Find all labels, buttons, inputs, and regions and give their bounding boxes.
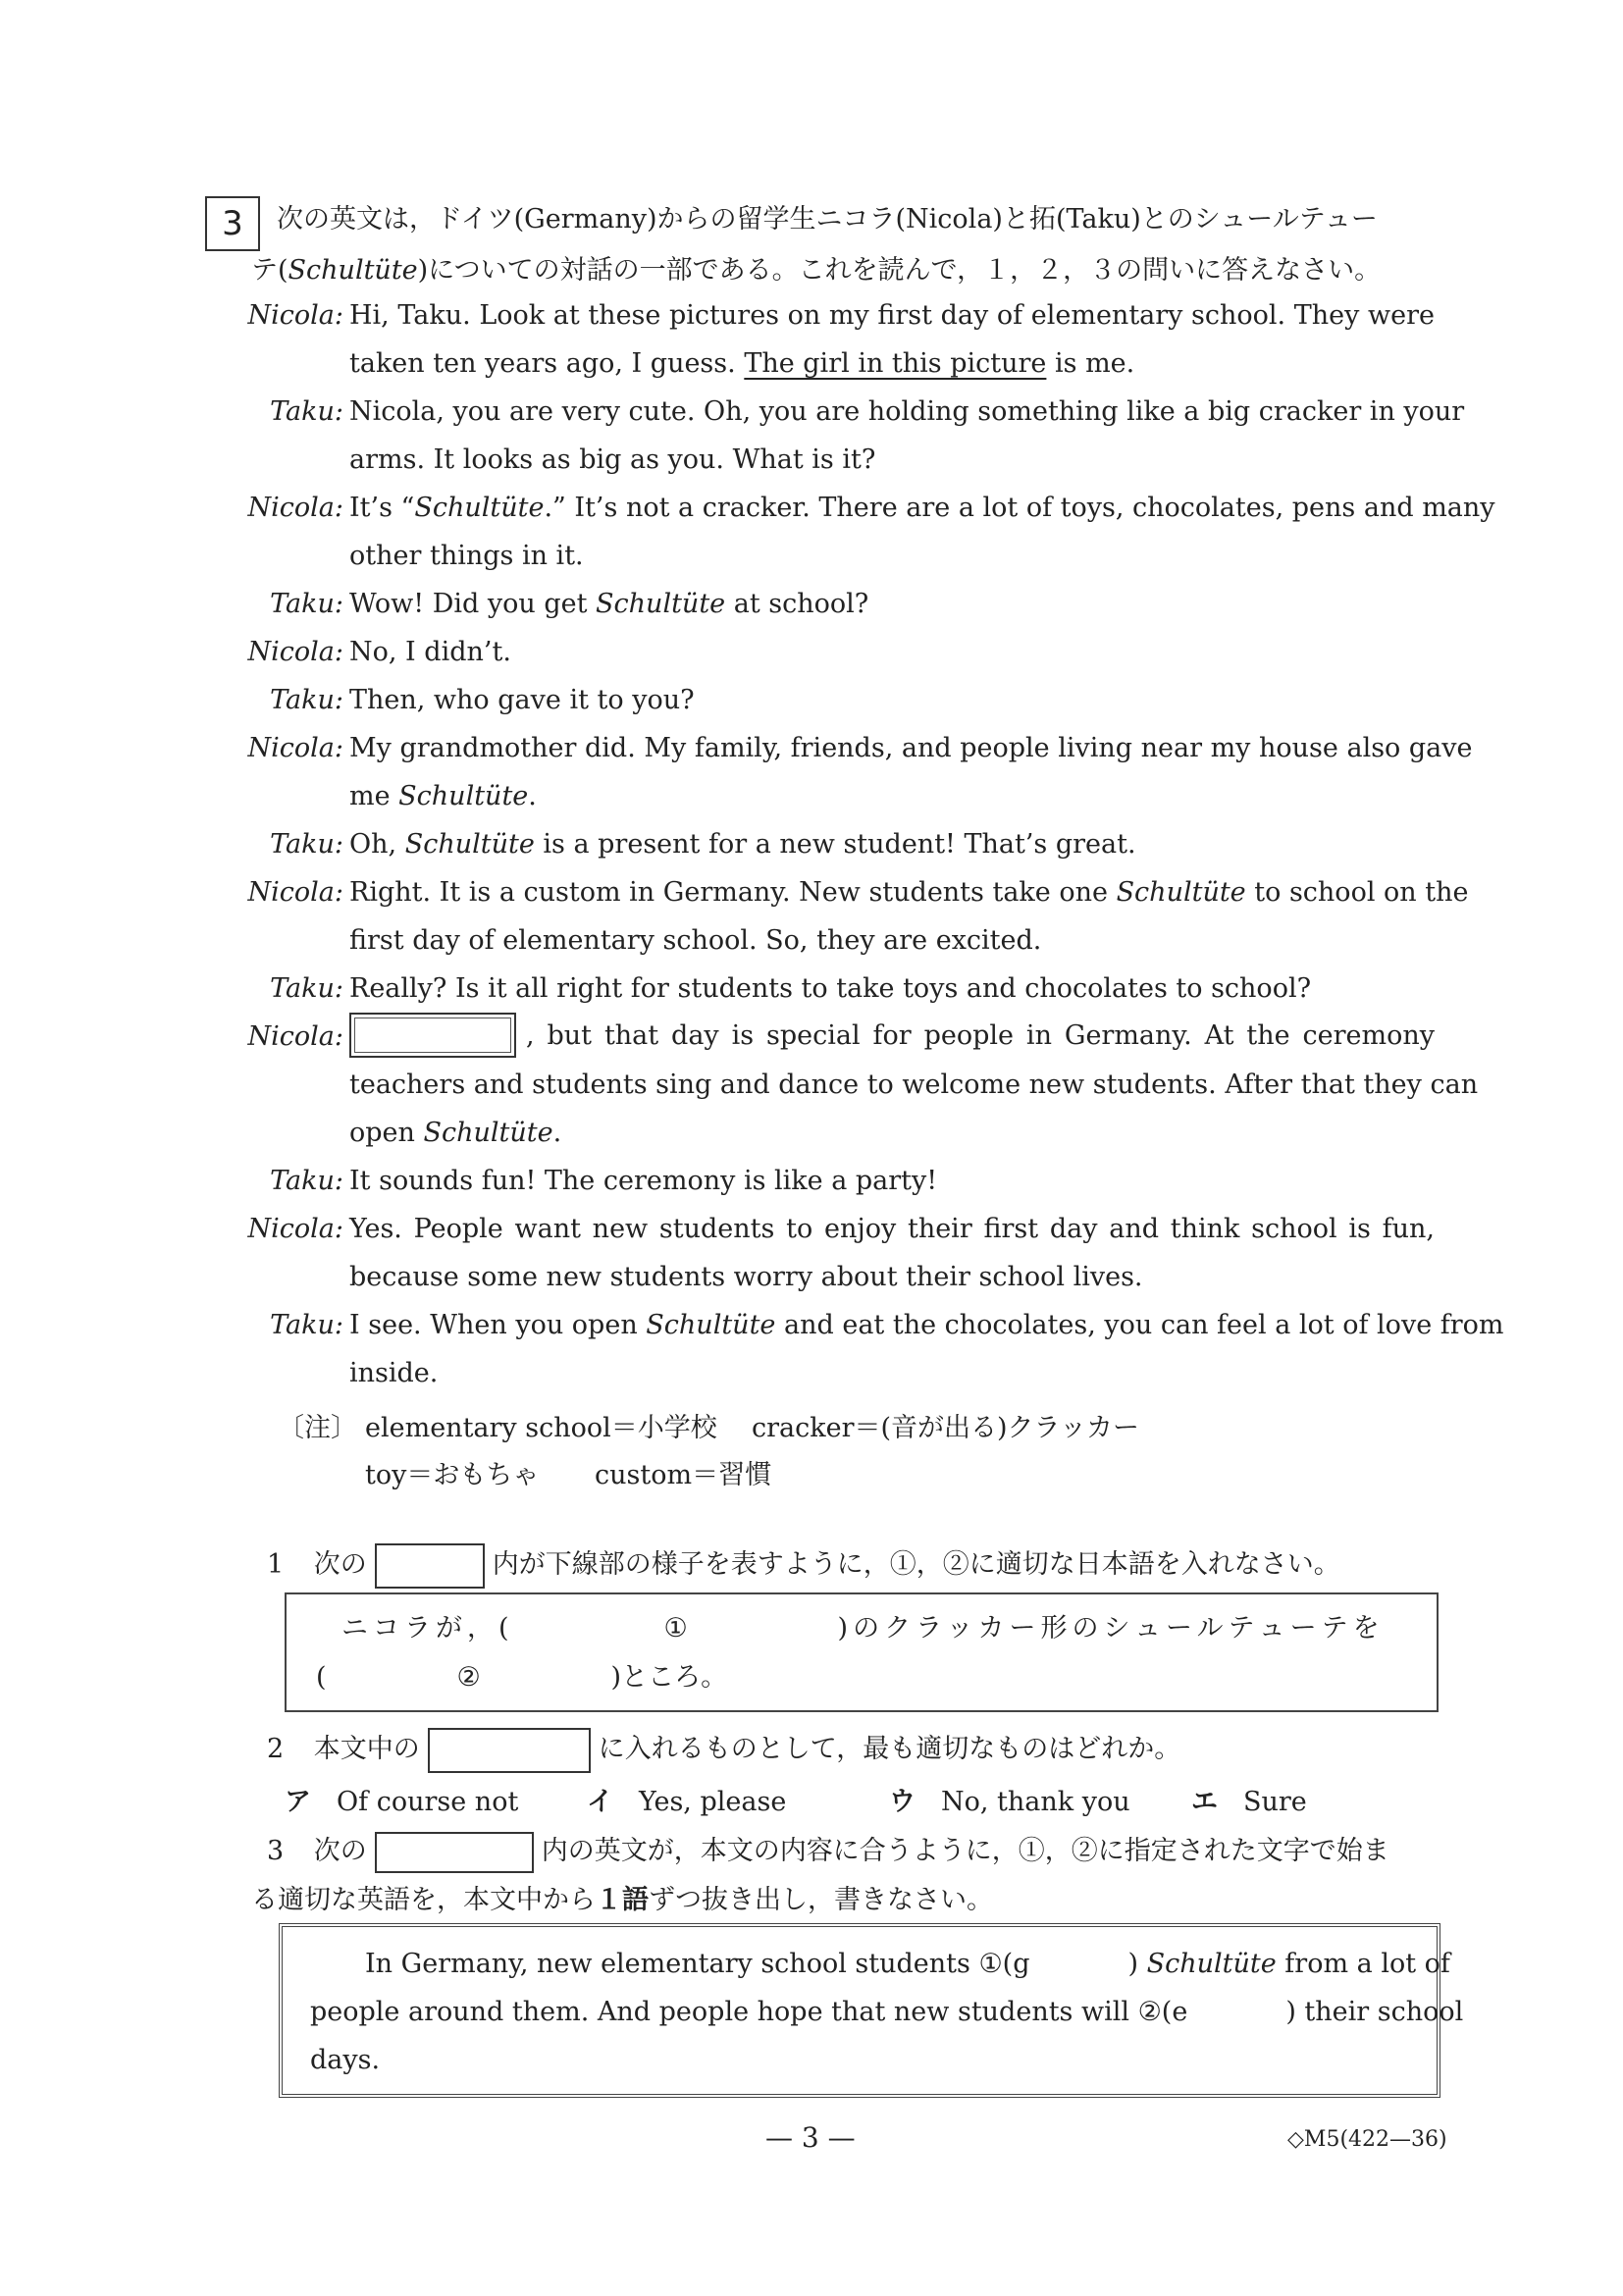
- speaker-label: Nicola:: [247, 300, 343, 331]
- intro-line-1: 次の英文は，ドイツ(Germany)からの留学生ニコラ(Nicola)と拓(Taku)とのシュールテュー: [277, 204, 1378, 235]
- exam-code: ◇M5(422—36): [1287, 2127, 1447, 2152]
- box-line-1: In Germany, new elementary school students ①(g ) Schultüte from a lot of: [365, 1949, 1450, 1979]
- note-item: toy＝おもちゃ: [365, 1460, 540, 1490]
- dialogue-line: Nicola, you are very cute. Oh, you are holding something like a big cracker in your: [349, 396, 1465, 427]
- question-3-text-box: [279, 1923, 1464, 2098]
- dialogue-line: Hi, Taku. Look at these pictures on my first day of elementary school. They were: [349, 300, 1435, 331]
- blank-mark-2: ②: [456, 1662, 481, 1693]
- question-number: 3: [222, 204, 243, 243]
- intro-line-2: テ(Schultüte)についての対話の一部である。これを読んで，１，２，３の問いに答えなさい。: [251, 255, 1382, 286]
- dialogue-line: open Schultüte.: [349, 1118, 562, 1148]
- reference-box-icon: [375, 1543, 485, 1589]
- dialogue-line: teachers and students sing and dance to welcome new students. After that they can: [349, 1070, 1479, 1100]
- dialogue-line: Right. It is a custom in Germany. New students take one Schultüte to school on the: [349, 877, 1469, 908]
- answer-line-2: ( ② )ところ。: [316, 1662, 728, 1693]
- question-3-number: 3: [267, 1836, 285, 1866]
- speaker-label: Taku:: [270, 1310, 343, 1340]
- dialogue-line: My grandmother did. My family, friends, and people living near my house also gave: [349, 733, 1473, 763]
- box-line-2: people around them. And people hope that new students will ②(e ) their school: [310, 1997, 1464, 2027]
- dialogue-line: Wow! Did you get Schultüte at school?: [349, 589, 869, 619]
- question-1-answer-box: [285, 1592, 1439, 1712]
- answer-line-1: ニコラが，( ① )のクラッカー形のシュールテューテを: [341, 1613, 1385, 1644]
- dialogue-line: inside.: [349, 1358, 439, 1388]
- choice-c[interactable]: ウ No, thank you: [889, 1787, 1130, 1817]
- dialogue-line: It sounds fun! The ceremony is like a party!: [349, 1166, 938, 1196]
- dialogue-line: Oh, Schultüte is a present for a new student! That’s great.: [349, 829, 1136, 860]
- dialogue-line: Then, who gave it to you?: [349, 685, 695, 715]
- speaker-label: Taku:: [270, 829, 343, 860]
- question-number-box: [205, 196, 260, 251]
- dialogue-line: Really? Is it all right for students to take toys and chocolates to school?: [349, 973, 1312, 1004]
- dialogue-line: because some new students worry about their school lives.: [349, 1262, 1143, 1292]
- speaker-label: Taku:: [270, 685, 343, 715]
- speaker-label: Nicola:: [247, 1021, 343, 1052]
- choice-d[interactable]: エ Sure: [1191, 1787, 1307, 1817]
- dialogue-line: Yes. People want new students to enjoy their first day and think school is fun,: [349, 1214, 1435, 1244]
- question-3-line-2: る適切な英語を，本文中から１語ずつ抜き出し，書きなさい。: [251, 1885, 993, 1915]
- question-2-number: 2: [267, 1734, 285, 1764]
- question-1-number: 1: [267, 1549, 285, 1580]
- question-1: 1 次の 内が下線部の様子を表すように，①，②に適切な日本語を入れなさい。: [267, 1542, 1340, 1589]
- choice-b[interactable]: イ Yes, please: [587, 1787, 787, 1817]
- note-item: custom＝習慣: [595, 1460, 772, 1490]
- dialogue-line: , but that day is special for people in Germany. At the ceremony: [349, 1009, 1435, 1062]
- notes-label: 〔注〕: [278, 1413, 357, 1443]
- speaker-label: Taku:: [270, 589, 343, 619]
- dialogue-line: other things in it.: [349, 541, 584, 571]
- dialogue-line: I see. When you open Schultüte and eat the chocolates, you can feel a lot of love from: [349, 1310, 1504, 1340]
- note-item: elementary school＝小学校: [365, 1413, 717, 1443]
- dialogue-line: arms. It looks as big as you. What is it?: [349, 444, 876, 475]
- speaker-label: Taku:: [270, 973, 343, 1004]
- dialogue-line: first day of elementary school. So, they are excited.: [349, 925, 1042, 956]
- speaker-label: Nicola:: [247, 1214, 343, 1244]
- answer-blank: [349, 1013, 516, 1058]
- speaker-label: Nicola:: [247, 493, 343, 523]
- speaker-label: Nicola:: [247, 733, 343, 763]
- speaker-label: Nicola:: [247, 877, 343, 908]
- box-line-3: days.: [310, 2045, 381, 2075]
- page-number: — 3 —: [765, 2121, 856, 2154]
- dialogue-line: It’s “Schultüte.” It’s not a cracker. There are a lot of toys, chocolates, pens and many: [349, 493, 1495, 523]
- question-2: 2 本文中の に入れるものとして，最も適切なものはどれか。: [267, 1727, 1180, 1773]
- dialogue-line: me Schultüte.: [349, 781, 537, 811]
- dialogue-line: taken ten years ago, I guess. The girl in this picture is me.: [349, 348, 1135, 379]
- blank-mark-1: ①: [663, 1613, 688, 1644]
- speaker-label: Taku:: [270, 1166, 343, 1196]
- note-item: cracker＝(音が出る)クラッカー: [752, 1413, 1140, 1443]
- underlined-phrase: The girl in this picture: [744, 348, 1047, 379]
- reference-blank-icon: [428, 1728, 591, 1773]
- reference-double-box-icon: [375, 1832, 534, 1873]
- speaker-label: Taku:: [270, 396, 343, 427]
- choice-a[interactable]: ア Of course not: [285, 1787, 519, 1817]
- speaker-label: Nicola:: [247, 637, 343, 667]
- question-3: 3 次の 内の英文が，本文の内容に合うように，①，②に指定された文字で始ま: [267, 1829, 1389, 1873]
- dialogue-line: No, I didn’t.: [349, 637, 511, 667]
